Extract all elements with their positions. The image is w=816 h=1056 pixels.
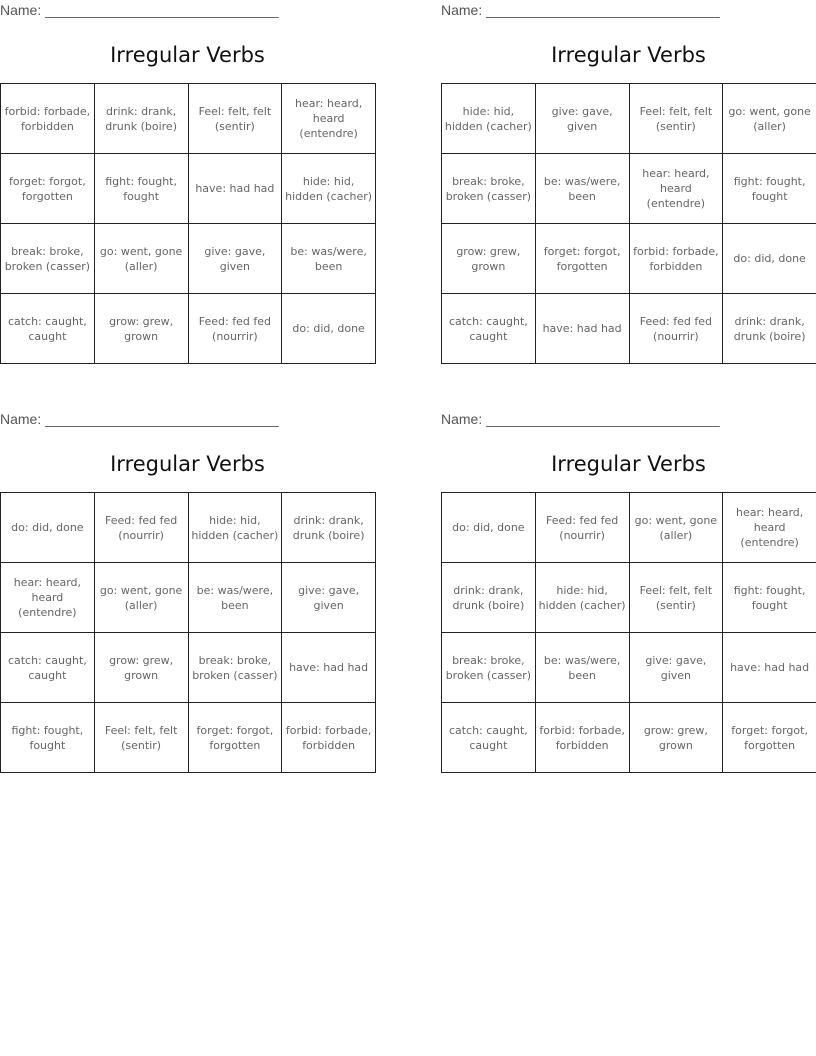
name-field: Name: ______________________________: [441, 2, 720, 18]
verb-cell: be: was/were, been: [535, 154, 629, 224]
grid-row: [442, 84, 816, 154]
grid-row: [442, 563, 816, 633]
verb-cell: go: went, gone (aller): [723, 84, 816, 154]
verb-cell: be: was/were, been: [188, 563, 282, 633]
verb-cell: be: was/were, been: [535, 633, 629, 703]
verb-cell: drink: drank, drunk (boire): [442, 563, 536, 633]
grid-row: [1, 633, 376, 703]
grid-row: [442, 703, 816, 773]
grid-row: [1, 493, 376, 563]
verb-cell: forbid: forbade, forbidden: [1, 84, 95, 154]
verb-cell: do: did, done: [1, 493, 95, 563]
verb-cell: break: broke, broken (casser): [442, 154, 536, 224]
verb-cell: drink: drank, drunk (boire): [94, 84, 188, 154]
grid-row: [442, 493, 816, 563]
verb-cell: do: did, done: [723, 224, 816, 294]
verb-cell: grow: grew, grown: [442, 224, 536, 294]
verb-cell: Feed: fed fed (nourrir): [629, 294, 723, 364]
verb-cell: catch: caught, caught: [442, 703, 536, 773]
verb-cell: forget: forgot, forgotten: [188, 703, 282, 773]
name-field: Name: ______________________________: [0, 411, 279, 427]
verb-cell: do: did, done: [282, 294, 376, 364]
verb-cell: hide: hid, hidden (cacher): [282, 154, 376, 224]
card-title: Irregular Verbs: [551, 43, 706, 67]
verb-cell: fight: fought, fought: [94, 154, 188, 224]
verb-cell: be: was/were, been: [282, 224, 376, 294]
verb-cell: go: went, gone (aller): [94, 224, 188, 294]
name-field: Name: ______________________________: [0, 2, 279, 18]
card-title: Irregular Verbs: [110, 43, 265, 67]
verb-cell: hear: heard, heard (entendre): [1, 563, 95, 633]
card-title: Irregular Verbs: [110, 452, 265, 476]
verb-cell: catch: caught, caught: [442, 294, 536, 364]
verb-cell: drink: drank, drunk (boire): [282, 493, 376, 563]
verb-cell: break: broke, broken (casser): [188, 633, 282, 703]
grid-row: [442, 224, 816, 294]
verb-cell: fight: fought, fought: [723, 563, 816, 633]
verb-cell: forget: forgot, forgotten: [535, 224, 629, 294]
name-field: Name: ______________________________: [441, 411, 720, 427]
verb-cell: Feed: fed fed (nourrir): [94, 493, 188, 563]
verb-cell: grow: grew, grown: [94, 294, 188, 364]
verb-cell: grow: grew, grown: [629, 703, 723, 773]
verb-cell: forbid: forbade, forbidden: [629, 224, 723, 294]
grid-row: [442, 294, 816, 364]
verb-grid: [0, 492, 376, 773]
verb-cell: forget: forgot, forgotten: [1, 154, 95, 224]
verb-cell: grow: grew, grown: [94, 633, 188, 703]
verb-cell: Feel: felt, felt (sentir): [94, 703, 188, 773]
verb-cell: break: broke, broken (casser): [442, 633, 536, 703]
grid-row: [1, 154, 376, 224]
verb-cell: go: went, gone (aller): [629, 493, 723, 563]
verb-grid: [441, 83, 816, 364]
verb-cell: give: gave, given: [629, 633, 723, 703]
verb-cell: have: had had: [535, 294, 629, 364]
verb-cell: catch: caught, caught: [1, 633, 95, 703]
verb-cell: forget: forgot, forgotten: [723, 703, 816, 773]
grid-row: [1, 224, 376, 294]
verb-cell: have: had had: [723, 633, 816, 703]
verb-cell: give: gave, given: [535, 84, 629, 154]
verb-cell: hear: heard, heard (entendre): [629, 154, 723, 224]
grid-row: [442, 154, 816, 224]
verb-cell: break: broke, broken (casser): [1, 224, 95, 294]
verb-cell: have: had had: [188, 154, 282, 224]
grid-row: [442, 633, 816, 703]
verb-cell: Feed: fed fed (nourrir): [535, 493, 629, 563]
verb-cell: do: did, done: [442, 493, 536, 563]
verb-grid: [0, 83, 376, 364]
verb-cell: give: gave, given: [188, 224, 282, 294]
verb-cell: Feel: felt, felt (sentir): [629, 84, 723, 154]
verb-cell: hear: heard, heard (entendre): [723, 493, 816, 563]
verb-cell: fight: fought, fought: [723, 154, 816, 224]
verb-cell: catch: caught, caught: [1, 294, 95, 364]
verb-cell: forbid: forbade, forbidden: [282, 703, 376, 773]
verb-cell: fight: fought, fought: [1, 703, 95, 773]
grid-row: [1, 294, 376, 364]
verb-cell: hide: hid, hidden (cacher): [188, 493, 282, 563]
card-title: Irregular Verbs: [551, 452, 706, 476]
verb-cell: hear: heard, heard (entendre): [282, 84, 376, 154]
grid-row: [1, 703, 376, 773]
verb-cell: forbid: forbade, forbidden: [535, 703, 629, 773]
verb-cell: hide: hid, hidden (cacher): [442, 84, 536, 154]
grid-row: [1, 563, 376, 633]
verb-cell: Feel: felt, felt (sentir): [629, 563, 723, 633]
verb-cell: drink: drank, drunk (boire): [723, 294, 816, 364]
verb-cell: hide: hid, hidden (cacher): [535, 563, 629, 633]
verb-grid: [441, 492, 816, 773]
verb-cell: Feel: felt, felt (sentir): [188, 84, 282, 154]
verb-cell: give: gave, given: [282, 563, 376, 633]
verb-cell: have: had had: [282, 633, 376, 703]
verb-cell: go: went, gone (aller): [94, 563, 188, 633]
grid-row: [1, 84, 376, 154]
verb-cell: Feed: fed fed (nourrir): [188, 294, 282, 364]
